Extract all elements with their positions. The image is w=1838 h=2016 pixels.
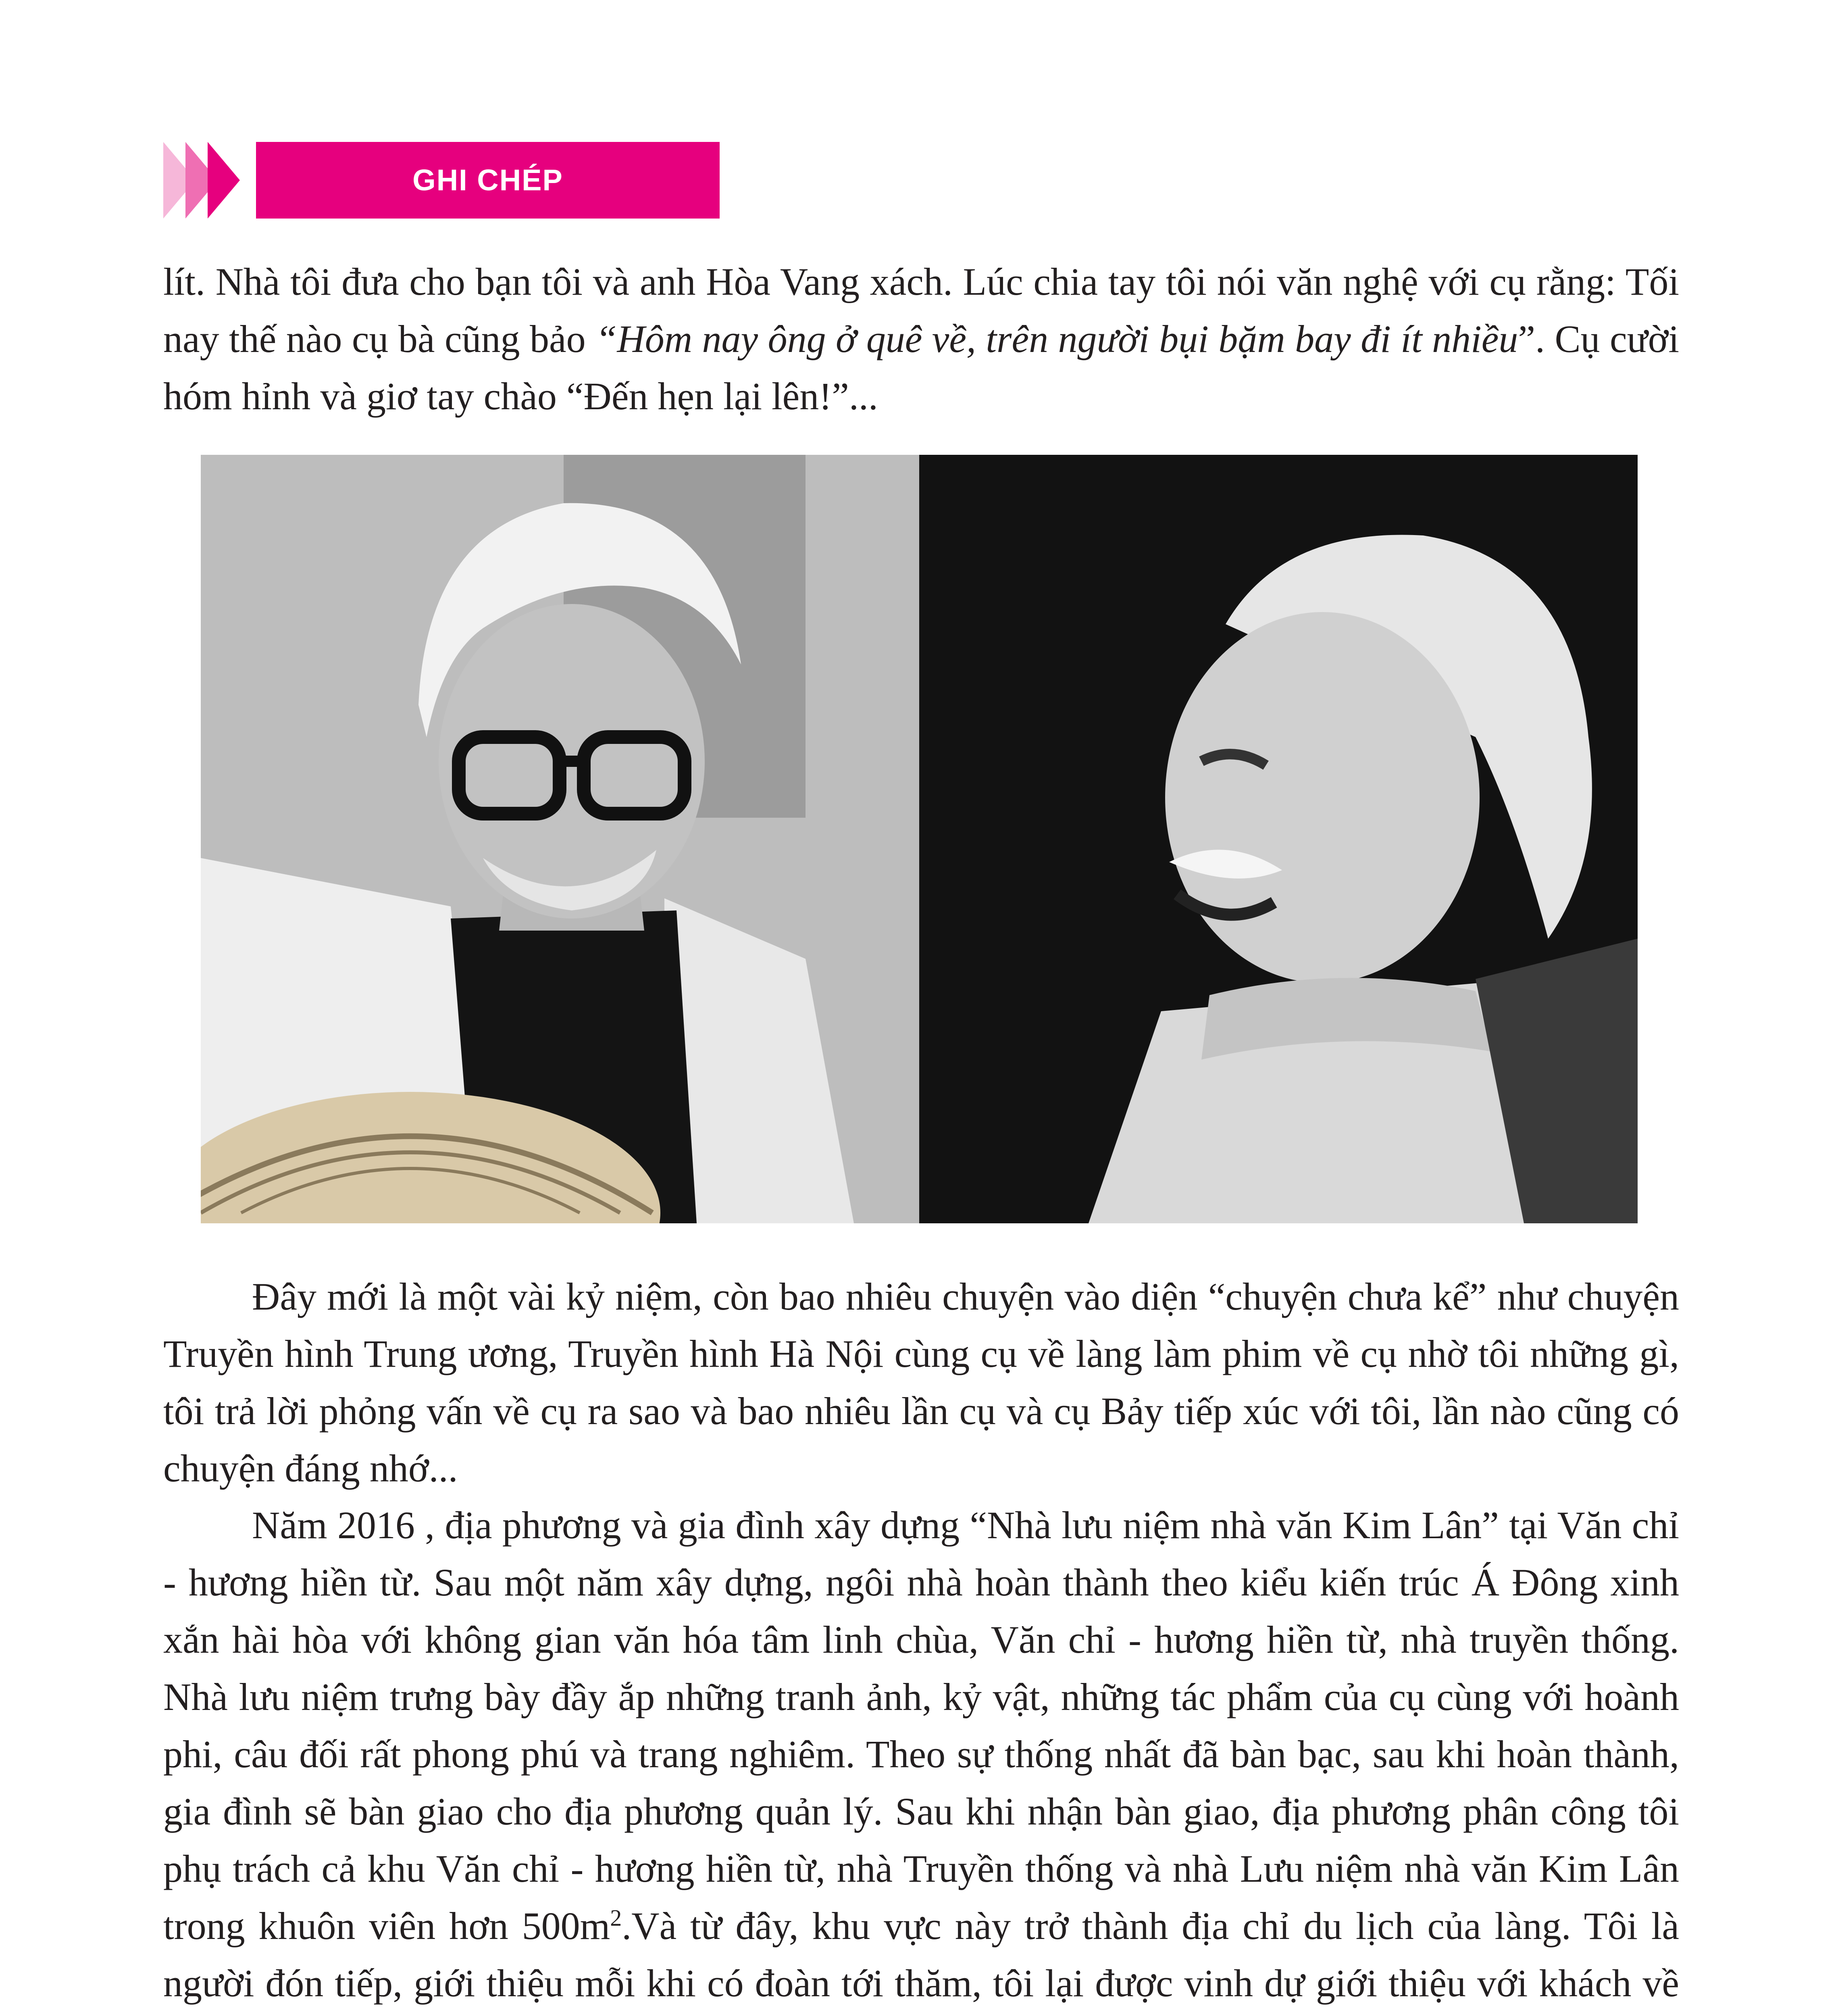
portrait-photo	[201, 455, 1638, 1223]
paragraph-intro	[163, 253, 1679, 425]
paragraph-memorial-house	[163, 1497, 1679, 2016]
section-label: GHI CHÉP	[412, 163, 563, 197]
portrait-left	[201, 455, 919, 1223]
quoted-italic-text: “Hôm nay ông ở quê về, trên người bụi bặm bay đi ít nhiều	[595, 317, 1518, 360]
section-label-bar	[256, 142, 720, 219]
superscript: 2	[610, 1905, 622, 1931]
paragraph-memories: Đây mới là một vài kỷ niệm, còn bao nhiêu chuyện vào diện “chuyện chưa kể” như chuyện Truyền hình Trung ương, Truyền hình Hà Nội cùng cụ về làng làm phim về cụ nhờ tôi những gì, tôi trả lời phỏng vấn về cụ ra sao và bao nhiêu lần cụ và cụ Bảy tiếp xúc với tôi, lần nào cũng có chuyện đáng nhớ...	[163, 1275, 1679, 1490]
paragraph-text: ”. Cụ cười hóm hỉnh và giơ tay chào “Đến hẹn lại lên!”...	[163, 317, 1680, 418]
section-header	[163, 142, 720, 219]
paragraph-text: .Và từ đây, khu vực này trở thành địa chỉ du lịch của làng. Tôi là người đón tiếp, giới thiệu mỗi khi có đoàn tới thăm, tôi lại được vinh dự giới thiệu với khách về	[163, 1904, 1680, 2005]
chevron-decoration	[208, 142, 240, 219]
portrait-right	[919, 455, 1638, 1223]
paragraph-text: Năm 2016 , địa phương và gia đình xây dựng “Nhà lưu niệm nhà văn Kim Lân” tại Văn chỉ - hương hiền từ. Sau một năm xây dựng, ngôi nhà hoàn thành theo kiểu kiến trúc Á Đông xinh xắn hài hòa với không gian văn hóa tâm linh chùa, Văn chỉ - hương hiền từ, nhà truyền thống. Nhà lưu niệm trưng bày đầy ắp những tranh ảnh, kỷ vật, những tác phẩm của cụ cùng với hoành phi, câu đối rất phong phú và trang nghiêm. Theo sự thống nhất đã bàn bạc, sau khi hoàn thành, gia đình sẽ bàn giao cho địa phương quản lý. Sau khi nhận bàn giao, địa phương phân công tôi phụ trách cả khu Văn chỉ - hương hiền từ, nhà Truyền thống và nhà Lưu niệm nhà văn Kim Lân trong khuôn viên hơn 500m	[163, 1504, 1679, 1947]
paragraph-text: lít. Nhà tôi đưa cho bạn tôi và anh Hòa Vang xách. Lúc chia tay tôi nói văn nghệ với cụ rằng: Tối nay thế nào cụ bà cũng bảo	[163, 260, 1679, 360]
